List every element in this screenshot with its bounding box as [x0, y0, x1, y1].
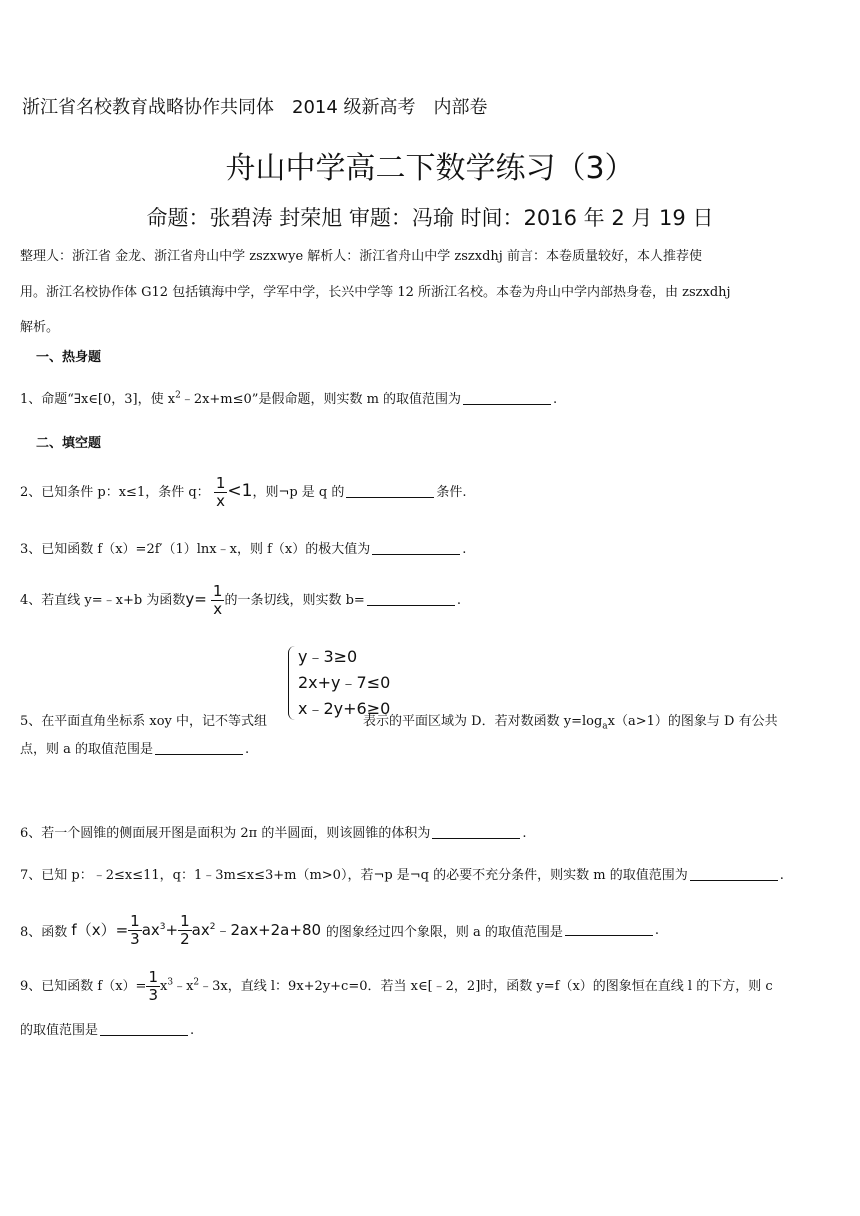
question-1-text-2: ﹣2x+m≤0”是假命题，则实数 m 的取值范围为: [180, 392, 462, 407]
fraction-denominator: 3: [130, 930, 140, 948]
function-name: f（x）=: [71, 921, 129, 939]
document-header: 浙江省名校教育战略协作共同体 2014 级新高考 内部卷: [22, 97, 488, 118]
question-5-line-1: [20, 710, 778, 732]
fraction-numerator: 1: [130, 912, 140, 930]
variable-x: x: [160, 979, 168, 994]
question-9-line-1: [20, 970, 773, 1003]
answer-blank: [346, 485, 434, 498]
question-8-text-2: 的图象经过四个象限，则 a 的取值范围是: [325, 925, 563, 940]
intro-line-1: 整理人：浙江省 金龙、浙江省舟山中学 zszxwye 解析人：浙江省舟山中学 zszxdhj 前言：本卷质量较好，本人推荐使: [20, 249, 702, 264]
question-5-text: 5、在平面直角坐标系 xoy 中，记不等式组: [20, 714, 268, 729]
question-5-line-2: [20, 738, 249, 757]
function-expression: [71, 912, 325, 948]
document-byline: 命题：张碧涛 封荣旭 审题：冯瑜 时间：2016 年 2 月 19 日: [146, 206, 714, 230]
question-3: [20, 538, 466, 557]
question-9-text: 9、已知函数 f（x）=: [20, 979, 147, 994]
inequality-3: x﹣2y+6≥0: [298, 699, 391, 718]
fraction-numerator: 1: [215, 474, 226, 492]
question-2-text-2: ，则¬p 是 q 的: [252, 485, 345, 500]
question-1-end: .: [553, 392, 558, 407]
question-1-text: 1、命题“∃x∈[0，3]，使 x: [20, 392, 176, 407]
question-5-text-3: x（a>1）的图象与 D 有公共: [607, 714, 778, 729]
question-1-exponent: 2: [175, 390, 181, 401]
question-7: [20, 864, 784, 883]
exponent: 3: [159, 922, 166, 932]
question-9-text-4: 的取值范围是: [20, 1023, 99, 1038]
question-9-text-3: ﹣3x，直线 l：9x+2y+c=0．若当 x∈[﹣2，2]时，函数 y=f（x）的图象恒在直线 l 的下方，则 c: [199, 979, 773, 994]
question-4-end: .: [456, 593, 461, 608]
answer-blank: [690, 868, 778, 881]
answer-blank: [155, 742, 243, 755]
question-8-text: 8、函数: [20, 925, 68, 940]
fraction-numerator: 1: [180, 912, 190, 930]
term-2: ax: [191, 921, 210, 939]
question-5-end: .: [245, 742, 250, 757]
fraction-1-over-x: [214, 476, 228, 509]
inequality-2: 2x+y﹣7≤0: [298, 673, 391, 692]
question-4-text-2: 的一条切线，则实数 b=: [224, 593, 365, 608]
inequality-1: y﹣3≥0: [298, 647, 358, 666]
fraction-1-over-x: [211, 584, 225, 617]
question-2: [20, 476, 467, 509]
question-1: [20, 388, 557, 407]
section-heading-warmup: 一、热身题: [36, 350, 102, 365]
question-8: [20, 914, 659, 947]
document-title: 舟山中学高二下数学练习（3）: [225, 151, 635, 186]
question-2-relation: <1: [227, 481, 253, 501]
question-3-end: .: [462, 542, 467, 557]
fraction-numerator: 1: [212, 582, 223, 600]
question-9-text-2: ﹣x: [173, 979, 194, 994]
fraction-denominator: x: [213, 600, 223, 618]
question-5-text-4: 点，则 a 的取值范围是: [20, 742, 154, 757]
question-8-end: .: [654, 923, 659, 938]
fraction-one-half: [178, 914, 192, 947]
fraction-one-third: [128, 914, 142, 947]
term-3: ﹣2ax+2a+80: [215, 921, 322, 939]
question-7-end: .: [779, 868, 784, 883]
answer-blank: [100, 1023, 188, 1036]
fraction-denominator: 3: [148, 986, 158, 1004]
question-3-text: 3、已知函数 f（x）=2f′（1）lnx﹣x，则 f（x）的极大值为: [20, 542, 371, 557]
fraction-denominator: x: [216, 492, 226, 510]
left-brace: [288, 646, 295, 720]
question-4: [20, 584, 461, 617]
question-4-text: 4、若直线 y=﹣x+b 为函数: [20, 593, 186, 608]
answer-blank: [565, 923, 653, 936]
answer-blank: [372, 542, 460, 555]
question-5-text-2: 表示的平面区域为 D．若对数函数 y=log: [363, 714, 603, 729]
question-9-line-2: [20, 1019, 194, 1038]
log-base: a: [602, 721, 608, 732]
answer-blank: [463, 392, 551, 405]
question-6-end: .: [522, 826, 527, 841]
question-6: [20, 822, 527, 841]
plus-sign: +: [165, 921, 179, 939]
section-heading-fill-in: 二、填空题: [36, 436, 102, 451]
fraction-denominator: 2: [180, 930, 190, 948]
question-2-end: 条件.: [436, 485, 467, 500]
answer-blank: [367, 593, 455, 606]
question-7-text: 7、已知 p：﹣2≤x≤11，q：1﹣3m≤x≤3+m（m>0），若¬p 是¬q 的必要不充分条件，则实数 m 的取值范围为: [20, 868, 688, 883]
intro-line-2: 用。浙江名校协作体 G12 包括镇海中学，学军中学，长兴中学等 12 所浙江名校。本卷为舟山中学内部热身卷，由 zszxdhj: [20, 285, 731, 300]
answer-blank: [432, 826, 520, 839]
function-y-equals: y=: [185, 590, 207, 608]
question-9-end: .: [190, 1023, 195, 1038]
fraction-numerator: 1: [148, 968, 158, 986]
question-6-text: 6、若一个圆锥的侧面展开图是面积为 2π 的半圆面，则该圆锥的体积为: [20, 826, 431, 841]
question-2-text: 2、已知条件 p：x≤1，条件 q：: [20, 485, 210, 500]
exponent: 2: [209, 922, 216, 932]
exponent: 3: [167, 977, 174, 988]
exponent: 2: [193, 977, 200, 988]
term-1: ax: [141, 921, 160, 939]
fraction-one-third: [146, 970, 160, 1003]
intro-line-3: 解析。: [20, 320, 60, 335]
